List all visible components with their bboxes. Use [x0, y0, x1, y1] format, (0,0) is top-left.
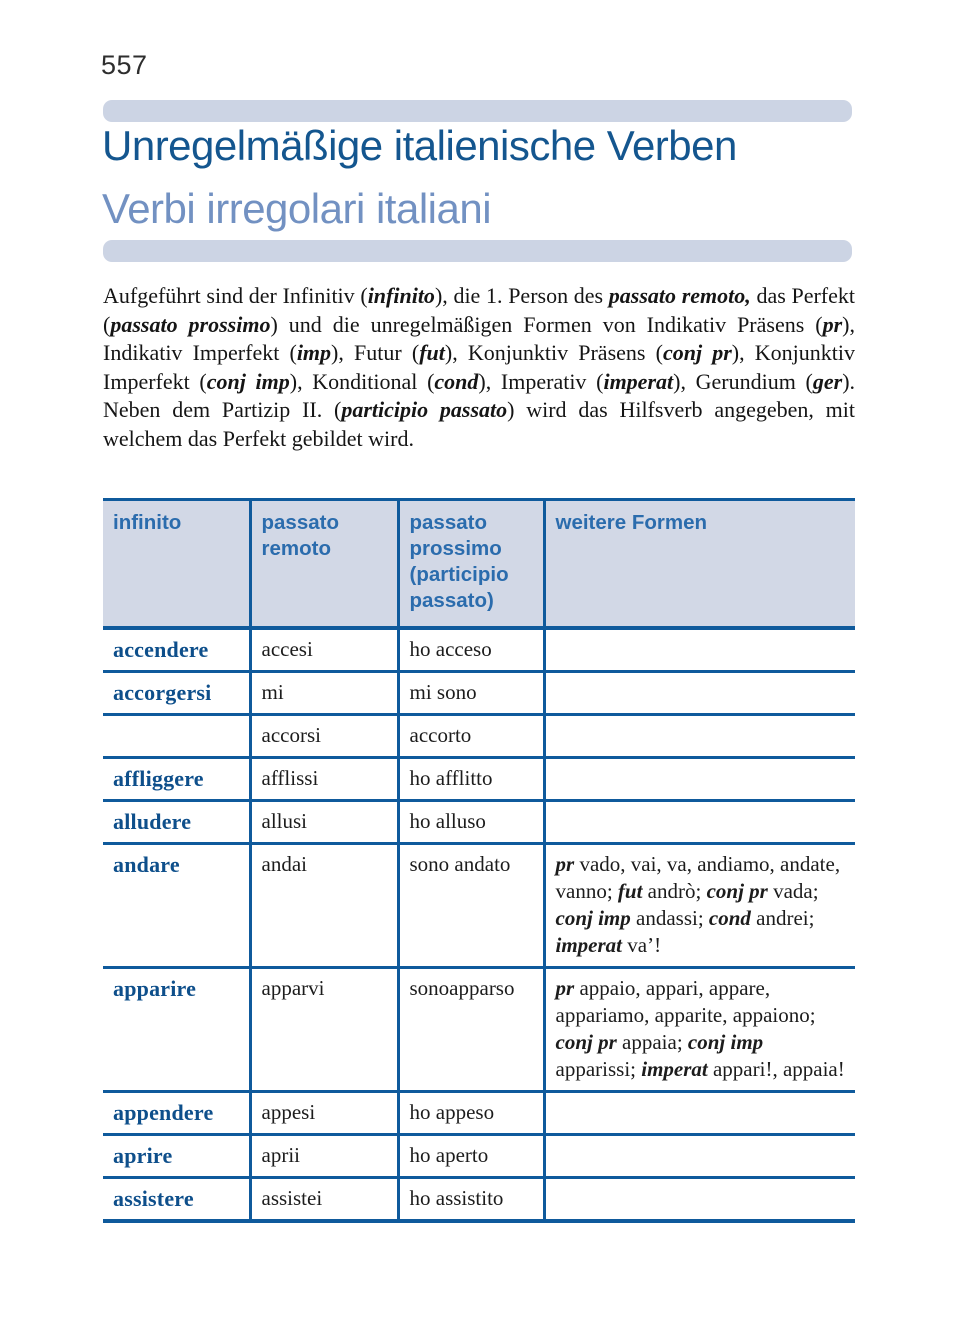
- weitere-formen-cell: [544, 715, 855, 758]
- passato-prossimo-cell: ho appeso: [398, 1092, 544, 1135]
- verb-cell: accendere: [103, 628, 250, 672]
- column-header-infinito: infinito: [103, 500, 250, 629]
- passato-remoto-cell: afflissi: [250, 758, 398, 801]
- passato-prossimo-cell: ho acceso: [398, 628, 544, 672]
- verb-cell: accorgersi: [103, 672, 250, 715]
- verb-cell: apparire: [103, 968, 250, 1092]
- verbs-table: [103, 498, 855, 1223]
- weitere-formen-cell: [544, 801, 855, 844]
- passato-remoto-cell: apparvi: [250, 968, 398, 1092]
- table-row: [103, 1092, 855, 1135]
- weitere-formen-cell: [544, 758, 855, 801]
- passato-remoto-cell: mi: [250, 672, 398, 715]
- table-row: [103, 628, 855, 672]
- verb-cell: andare: [103, 844, 250, 968]
- verb-cell: [103, 715, 250, 758]
- page-subtitle: Verbi irregolari italiani: [102, 185, 492, 232]
- passato-prossimo-cell: sonoapparso: [398, 968, 544, 1092]
- table-row: [103, 1178, 855, 1222]
- table-row: [103, 844, 855, 968]
- irregular-verbs-table: [103, 498, 855, 1223]
- table-header-row: [103, 500, 855, 629]
- table-row: [103, 672, 855, 715]
- table-row: [103, 715, 855, 758]
- passato-prossimo-cell: accorto: [398, 715, 544, 758]
- passato-prossimo-cell: ho assistito: [398, 1178, 544, 1222]
- table-row: [103, 801, 855, 844]
- page-title: Unregelmäßige italienische Verben: [102, 122, 737, 169]
- weitere-formen-cell: [544, 1178, 855, 1222]
- verb-cell: affliggere: [103, 758, 250, 801]
- passato-prossimo-cell: ho alluso: [398, 801, 544, 844]
- verb-cell: assistere: [103, 1178, 250, 1222]
- weitere-formen-cell: pr appaio, appari, appare, appariamo, apparite, appaiono; conj pr appaia; conj imp apparissi; imperat appari!, appaia!: [544, 968, 855, 1092]
- passato-prossimo-cell: sono andato: [398, 844, 544, 968]
- column-header-weitere-formen: weitere Formen: [544, 500, 855, 629]
- weitere-formen-cell: pr vado, vai, va, andiamo, andate, vanno; fut andrò; conj pr vada; conj imp andassi; cond andrei; imperat va’!: [544, 844, 855, 968]
- passato-remoto-cell: assistei: [250, 1178, 398, 1222]
- intro-paragraph: Aufgeführt sind der Infinitiv (infinito), die 1. Person des passato remoto, das Perfekt (passato prossimo) und die unregelmäßigen Formen von Indikativ Präsens (pr), Indikativ Imperfekt (imp), Futur (fut), Konjunktiv Präsens (conj pr), Konjunktiv Imperfekt (conj imp), Konditional (cond), Imperativ (imperat), Gerundium (ger). Neben dem Partizip II. (participio passato) wird das Hilfsverb angegeben, mit welchem das Perfekt gebildet wird.: [103, 283, 856, 451]
- column-header-passato-remoto: passato remoto: [250, 500, 398, 629]
- weitere-formen-cell: [544, 1135, 855, 1178]
- passato-remoto-cell: andai: [250, 844, 398, 968]
- decorative-band-top: [103, 100, 852, 122]
- passato-remoto-cell: accorsi: [250, 715, 398, 758]
- verb-cell: appendere: [103, 1092, 250, 1135]
- table-row: [103, 968, 855, 1092]
- decorative-band-bottom: [103, 240, 852, 262]
- passato-prossimo-cell: ho afflitto: [398, 758, 544, 801]
- passato-prossimo-cell: ho aperto: [398, 1135, 544, 1178]
- passato-remoto-cell: aprii: [250, 1135, 398, 1178]
- passato-remoto-cell: allusi: [250, 801, 398, 844]
- passato-prossimo-cell: mi sono: [398, 672, 544, 715]
- table-row: [103, 1135, 855, 1178]
- passato-remoto-cell: appesi: [250, 1092, 398, 1135]
- verb-cell: aprire: [103, 1135, 250, 1178]
- weitere-formen-cell: [544, 628, 855, 672]
- page-number: 557: [101, 50, 148, 80]
- table-row: [103, 758, 855, 801]
- column-header-passato-prossimo: passato prossimo (participio passato): [398, 500, 544, 629]
- verb-cell: alludere: [103, 801, 250, 844]
- passato-remoto-cell: accesi: [250, 628, 398, 672]
- weitere-formen-cell: [544, 672, 855, 715]
- weitere-formen-cell: [544, 1092, 855, 1135]
